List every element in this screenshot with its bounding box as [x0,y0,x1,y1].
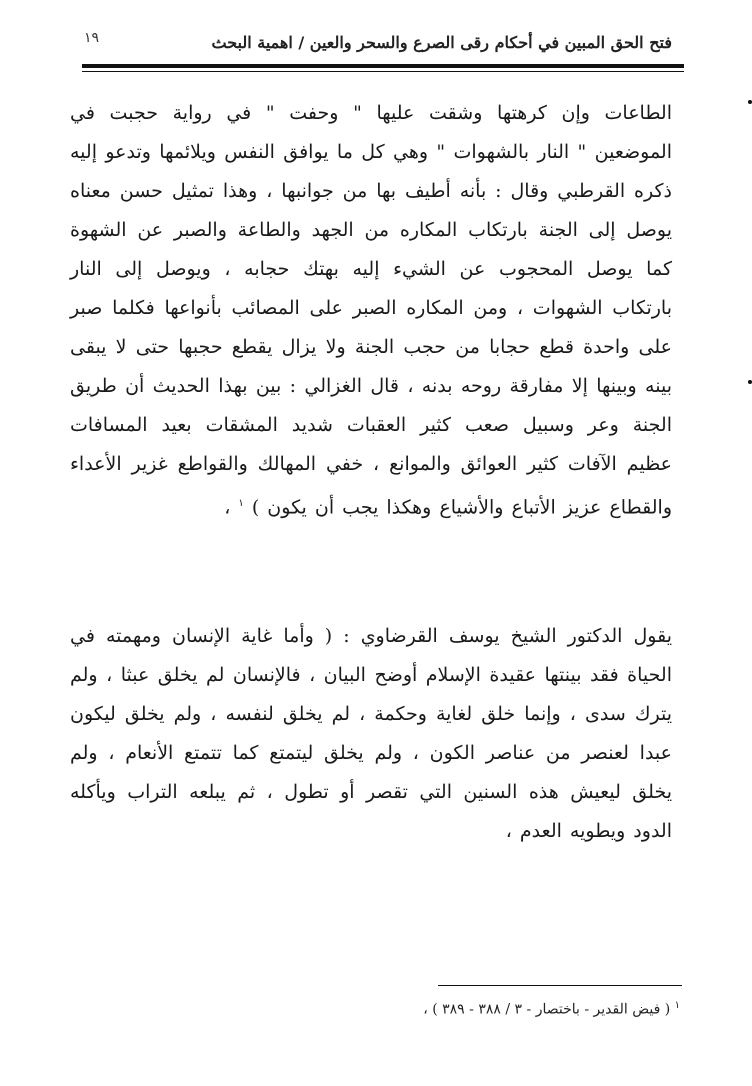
footnote-reference: ١ [238,498,244,509]
paragraph-1-end: ، [224,496,231,519]
paragraph-1-text: الطاعات وإن كرهتها وشقت عليها " وحفت " في رواية حجبت في الموضعين " النار بالشهوات " وهي كل ما يوافق النفس ويلائمها وتدعو إليه ذكره القرطبي وقال : بأنه أطيف بها من جوانبها ، وهذا تمثيل حسن معناه يوصل إلى الجنة بارتكاب المكاره من الجهد والطاعة والصبر عن الشهوة كما يوصل المحجوب عن الشيء إليه بهتك حجابه ، ويوصل إلى النار بارتكاب الشهوات ، ومن المكاره الصبر على المصائب بأنواعها فكلما صبر على واحدة قطع حجابا من حجب الجنة ولا يزال يقطع حجبها حتى لا يبقى بينه وبينها إلا مفارقة روحه بدنه ، قال الغزالي : بين بهذا الحديث أن طريق الجنة وعر وسبيل صعب كثير العقبات شديد المشقات بعيد المسافات عظيم الآفات كثير العوائق والموانع ، خفي المهالك والقواطع غزير الأعداء والقطاع عزيز الأتباع والأشياع وهكذا يجب أن يكون ) [70,102,672,519]
header-rule-thin [82,71,684,72]
footnote-separator [438,985,682,986]
header-rule-thick [82,64,684,68]
paragraph-2: يقول الدكتور الشيخ يوسف القرضاوي : ( وأما غاية الإنسان ومهمته في الحياة فقد بينتها عقيدة الإسلام أوضح البيان ، فالإنسان لم يخلق عبثا ، ولم يترك سدى ، وإنما خلق لغاية وحكمة ، لم يخلق لنفسه ، ولم يخلق ليكون عبدا لعنصر من عناصر الكون ، ولم يخلق ليتمتع كما تتمتع الأنعام ، ولم يخلق ليعيش هذه السنين التي تقصر أو تطول ، ثم يبلعه التراب ويأكله الدود ويطويه العدم ، [70,625,672,842]
margin-mark [748,100,752,104]
margin-mark [748,380,752,384]
footnote [180,995,680,1021]
footnote-marker: ١ [674,1000,680,1011]
running-header: فتح الحق المبين في أحكام رقى الصرع والسحر والعين / اهمية البحث [211,33,672,52]
footnote-text: ( فيض القدير - باختصار - ٣ / ٣٨٨ - ٣٨٩ ) ، [423,1001,671,1018]
paragraph-1 [70,94,672,527]
page-number: ١٩ [84,30,100,46]
